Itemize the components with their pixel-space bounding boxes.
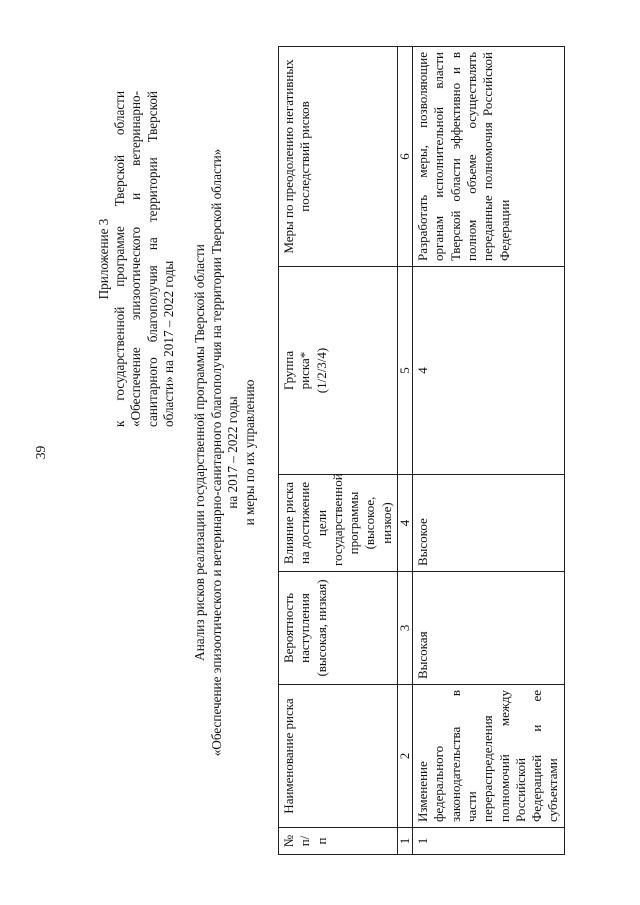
appendix-line: к государственной программе Тверской области bbox=[112, 91, 128, 427]
title-line: на 2017 – 2022 годы bbox=[225, 396, 240, 509]
document-title bbox=[192, 0, 258, 905]
column-number: 5 bbox=[398, 267, 413, 475]
cell-number: 1 bbox=[413, 828, 565, 855]
table-row bbox=[413, 47, 565, 855]
header-cell-probability: Вероятность наступления (высокая, низкая) bbox=[279, 572, 398, 685]
cell-probability: Высокая bbox=[413, 572, 565, 685]
appendix-line: «Обеспечение эпизоотического и ветеринарно- bbox=[128, 91, 144, 427]
title-line: Анализ рисков реализации государственной программы Тверской области bbox=[192, 244, 207, 661]
appendix-line: области» на 2017 – 2022 годы bbox=[160, 260, 176, 427]
page-number: 39 bbox=[33, 445, 48, 460]
column-number-row bbox=[398, 47, 413, 855]
cell-measures: Разработать меры, позволяющие органам исполнительной власти Тверской области эффективно и в полном объеме осуществлять переданные полномочия Российской Федерации bbox=[413, 47, 565, 267]
header-cell-group: Группа риска* (1/2/3/4) bbox=[279, 267, 398, 475]
column-number: 6 bbox=[398, 47, 413, 267]
cell-group: 4 bbox=[413, 267, 565, 475]
column-number: 3 bbox=[398, 572, 413, 685]
column-number: 4 bbox=[398, 475, 413, 572]
header-cell-impact: Влияние риска на достижение цели государственной программы (высокое, низкое) bbox=[279, 475, 398, 572]
column-number: 1 bbox=[398, 828, 413, 855]
cell-risk-name: Изменение федерального законодательства в части перераспределения полномочий между Российской Федерацией и ее субъектами bbox=[413, 685, 565, 828]
appendix-note bbox=[96, 91, 177, 427]
header-cell-number: № п/п bbox=[279, 828, 398, 855]
cell-impact: Высокое bbox=[413, 475, 565, 572]
column-number: 2 bbox=[398, 685, 413, 828]
header-cell-measures: Меры по преодолению негативных последствий рисков bbox=[279, 47, 398, 267]
title-line: и меры по их управлению bbox=[241, 379, 257, 526]
title-line: «Обеспечение эпизоотического и ветеринарно-санитарного благополучия на территории Тверской области» bbox=[208, 148, 224, 757]
appendix-line: санитарного благополучия на территории Тверской bbox=[144, 91, 160, 427]
risk-table bbox=[278, 46, 565, 855]
header-cell-risk-name: Наименование риска bbox=[279, 685, 398, 828]
table-header-row bbox=[279, 47, 398, 855]
appendix-heading: Приложение 3 bbox=[96, 218, 111, 300]
